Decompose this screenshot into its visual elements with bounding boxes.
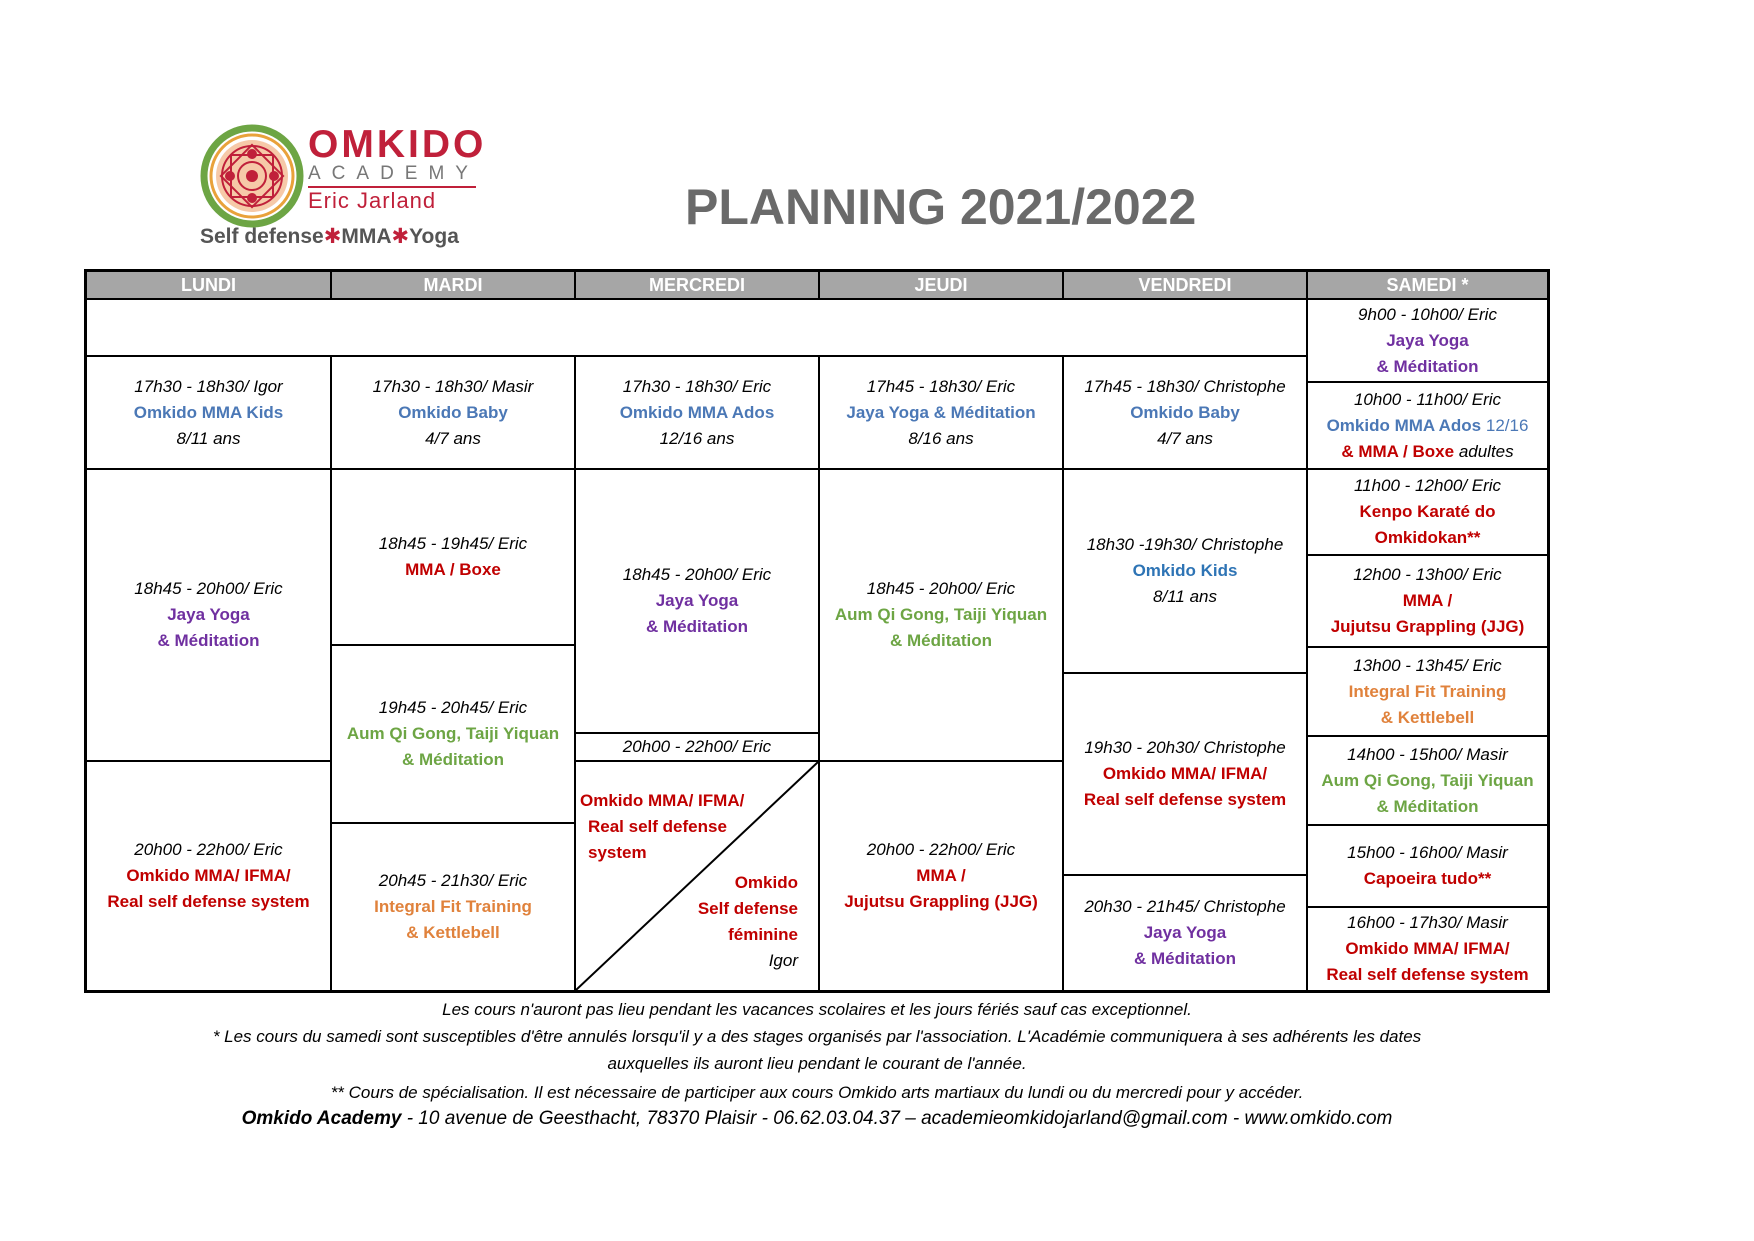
academy-logo	[200, 124, 490, 254]
header-vendredi: VENDREDI	[1064, 272, 1308, 300]
slot-course: Omkido MMA/ IFMA/	[1345, 939, 1510, 958]
slot-time: 18h30 -19h30/ Christophe	[1086, 535, 1284, 554]
slot-course: Jaya Yoga	[1143, 923, 1227, 942]
samedi-slot-5	[1308, 648, 1547, 737]
slot-time: 17h45 - 18h30/ Eric	[866, 376, 1016, 396]
slot-time: 19h30 - 20h30/ Christophe	[1084, 738, 1286, 757]
split-left-line: Omkido MMA/ IFMA/	[580, 791, 745, 810]
tagline-part-3: Yoga	[409, 225, 459, 248]
slot-course: & Kettlebell	[406, 923, 500, 942]
header-jeudi: JEUDI	[820, 272, 1064, 300]
slot-course: & MMA / Boxe	[1341, 441, 1455, 461]
slot-course: Omkidokan**	[1374, 528, 1481, 547]
slot-course-line	[1327, 413, 1529, 439]
note-specialisation: ** Cours de spécialisation. Il est nécessaire de participer aux cours Omkido arts martiaux du lundi ou du mercredi pour y accéder.	[330, 1083, 1304, 1102]
split-left-line: Real self defense	[588, 817, 727, 836]
split-course-right	[698, 870, 798, 974]
mandala-emblem-icon	[200, 124, 304, 228]
split-right-line: féminine	[728, 925, 798, 944]
slot-time: 20h45 - 21h30/ Eric	[378, 871, 528, 890]
mercredi-slot-1	[576, 357, 820, 470]
slot-age: 4/7 ans	[1157, 428, 1213, 448]
empty-band	[87, 300, 1308, 357]
header-mardi: MARDI	[332, 272, 576, 300]
mardi-slot-4	[332, 824, 576, 990]
slot-course: Jujutsu Grappling (JJG)	[1330, 617, 1525, 636]
slot-time: 12h00 - 13h00/ Eric	[1353, 565, 1502, 584]
samedi-slot-3	[1308, 470, 1547, 556]
slot-course: Jaya Yoga	[655, 591, 739, 610]
slot-time: 11h00 - 12h00/ Eric	[1353, 476, 1502, 495]
lundi-slot-2	[87, 470, 332, 762]
slot-course: & Méditation	[646, 617, 748, 636]
samedi-slot-6	[1308, 737, 1547, 826]
slot-course: Omkido Baby	[398, 402, 508, 422]
slot-time: 19h45 - 20h45/ Eric	[378, 698, 528, 717]
slot-course: & Kettlebell	[1380, 707, 1475, 727]
slot-course: Omkido MMA/ IFMA/	[1102, 764, 1268, 783]
lundi-slot-3	[87, 762, 332, 990]
brand-person: Eric Jarland	[308, 186, 476, 214]
vendredi-slot-4	[1064, 876, 1308, 990]
header-lundi: LUNDI	[87, 272, 332, 300]
slot-time: 14h00 - 15h00/ Masir	[1347, 744, 1508, 764]
slot-time: 16h00 - 17h30/ Masir	[1347, 913, 1508, 932]
slot-course: Omkido MMA/ IFMA/	[126, 866, 291, 885]
slot-course: Omkido Kids	[1132, 561, 1238, 580]
note-holidays: Les cours n'auront pas lieu pendant les vacances scolaires et les jours fériés sauf cas exceptionnel.	[442, 1000, 1192, 1019]
mardi-slot-2	[332, 470, 576, 646]
split-course-left	[580, 788, 744, 866]
split-right-instructor: Igor	[768, 951, 798, 970]
tagline-part-1: Self defense	[200, 225, 324, 248]
jeudi-slot-1	[820, 357, 1064, 470]
note-saturday: * Les cours du samedi sont susceptibles d'être annulés lorsqu'il y a des stages organisés par l'association. L'Académie communiquera à ses adhérents les dates	[212, 1027, 1422, 1046]
split-left-line: system	[588, 843, 647, 862]
slot-time: 20h00 - 22h00/ Eric	[134, 840, 283, 859]
slot-time: 18h45 - 20h00/ Eric	[622, 565, 772, 584]
slot-time: 17h30 - 18h30/ Masir	[372, 376, 534, 396]
slot-course: MMA / Boxe	[405, 560, 501, 579]
slot-time: 18h45 - 20h00/ Eric	[866, 579, 1016, 598]
slot-course: Aum Qi Gong, Taiji Yiquan	[1321, 770, 1534, 790]
slot-course: Jujutsu Grappling (JJG)	[844, 892, 1038, 911]
header-mercredi: MERCREDI	[576, 272, 820, 300]
slot-course: & Méditation	[1376, 796, 1479, 816]
slot-time: 20h00 - 22h00/ Eric	[866, 840, 1016, 859]
slot-course: & Méditation	[157, 631, 260, 650]
jeudi-slot-3	[820, 762, 1064, 990]
samedi-slot-8	[1308, 908, 1547, 990]
slot-course: Aum Qi Gong, Taiji Yiquan	[834, 605, 1048, 624]
page-title: PLANNING 2021/2022	[685, 179, 1197, 235]
samedi-slot-4	[1308, 556, 1547, 648]
star-icon: ✱	[391, 225, 410, 248]
footnotes	[84, 996, 1550, 1106]
slot-age: 8/16 ans	[908, 428, 974, 448]
samedi-slot-2	[1308, 383, 1547, 470]
slot-age: 12/16	[1485, 415, 1529, 435]
slot-course: Kenpo Karaté do	[1359, 502, 1496, 521]
slot-course: Integral Fit Training	[374, 897, 532, 916]
brand-tagline	[200, 224, 500, 249]
slot-time: 15h00 - 16h00/ Masir	[1347, 843, 1508, 862]
footer-org: Omkido Academy	[241, 1108, 402, 1129]
mercredi-slot-2	[576, 470, 820, 734]
slot-course: Real self defense system	[1326, 965, 1529, 984]
slot-time: 10h00 - 11h00/ Eric	[1353, 389, 1502, 409]
slot-time: 13h00 - 13h45/ Eric	[1353, 655, 1502, 675]
slot-course: Real self defense system	[107, 892, 310, 911]
slot-course: MMA /	[916, 866, 966, 885]
slot-course: MMA /	[1402, 591, 1453, 610]
schedule-table	[84, 269, 1550, 993]
slot-course: Aum Qi Gong, Taiji Yiquan	[346, 724, 560, 743]
slot-time: 18h45 - 20h00/ Eric	[134, 579, 283, 598]
mercredi-slot-3	[576, 734, 820, 762]
vendredi-slot-3	[1064, 674, 1308, 876]
brand-block	[308, 124, 486, 214]
slot-age: 12/16 ans	[659, 428, 735, 448]
slot-time: 9h00 - 10h00/ Eric	[1358, 304, 1497, 324]
samedi-slot-1	[1308, 300, 1547, 383]
brand-name: OMKIDO	[308, 123, 487, 166]
slot-course: & Méditation	[402, 750, 504, 769]
split-right-line: Omkido	[734, 873, 798, 892]
slot-age: 4/7 ans	[425, 428, 481, 448]
slot-time: 17h45 - 18h30/ Christophe	[1084, 376, 1286, 396]
vendredi-slot-2	[1064, 470, 1308, 674]
tagline-part-2: MMA	[341, 225, 392, 248]
mardi-slot-1	[332, 357, 576, 470]
lundi-slot-1	[87, 357, 332, 470]
note-saturday-cont: auxquelles ils auront lieu pendant le courant de l'année.	[607, 1054, 1027, 1073]
slot-course: Integral Fit Training	[1348, 681, 1507, 701]
mardi-slot-3	[332, 646, 576, 824]
slot-age: 8/11 ans	[176, 428, 241, 448]
slot-course: Omkido Baby	[1130, 402, 1240, 422]
slot-course: & Méditation	[890, 631, 992, 650]
slot-course: Jaya Yoga	[167, 605, 250, 624]
vendredi-slot-1	[1064, 357, 1308, 470]
header-samedi: SAMEDI *	[1308, 272, 1547, 300]
mercredi-split-slot	[576, 762, 820, 990]
slot-age: 8/11 ans	[1153, 587, 1217, 606]
brand-academy: ACADEMY	[308, 163, 479, 184]
slot-time: 20h00 - 22h00/ Eric	[622, 737, 772, 756]
footer-details: - 10 avenue de Geesthacht, 78370 Plaisir - 06.62.03.04.37 – academieomkidojarland@gmail.com - www.omkido.com	[401, 1108, 1393, 1129]
slot-time: 20h30 - 21h45/ Christophe	[1084, 897, 1286, 916]
slot-time: 17h30 - 18h30/ Eric	[622, 376, 772, 396]
slot-course: Jaya Yoga	[1386, 330, 1469, 350]
slot-time: 17h30 - 18h30/ Igor	[134, 376, 283, 396]
slot-course: Real self defense system	[1083, 790, 1287, 809]
contact-footer	[84, 1108, 1550, 1130]
star-icon: ✱	[323, 225, 342, 248]
samedi-slot-7	[1308, 826, 1547, 908]
slot-course: Omkido MMA Kids	[133, 402, 284, 422]
slot-course: Jaya Yoga & Méditation	[846, 402, 1036, 422]
slot-course: Omkido MMA Ados	[1326, 415, 1482, 435]
jeudi-slot-2	[820, 470, 1064, 762]
slot-course: Omkido MMA Ados	[619, 402, 775, 422]
slot-time: 18h45 - 19h45/ Eric	[378, 534, 528, 553]
slot-course: Capoeira tudo**	[1363, 869, 1492, 888]
slot-age: adultes	[1458, 441, 1514, 461]
slot-course-line	[1341, 439, 1513, 465]
slot-course: & Méditation	[1134, 949, 1236, 968]
slot-course: & Méditation	[1376, 356, 1479, 376]
split-right-line: Self defense	[697, 899, 798, 918]
